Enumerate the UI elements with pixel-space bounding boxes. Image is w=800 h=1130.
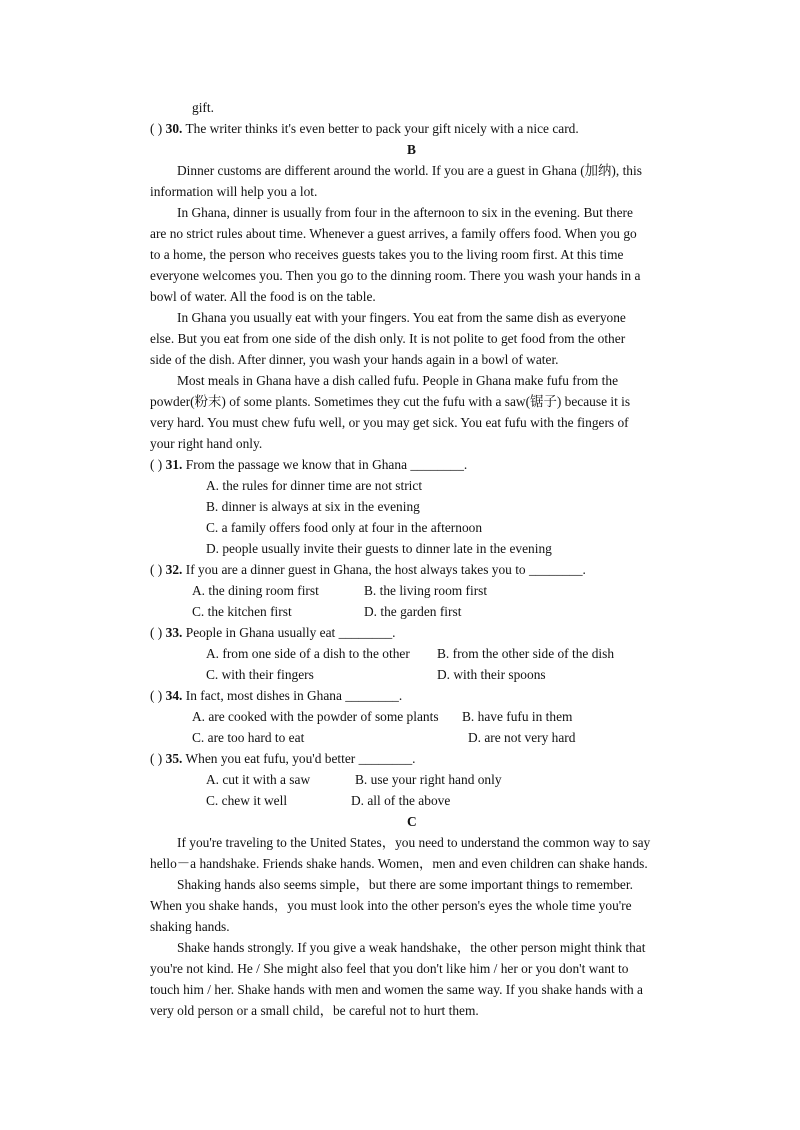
option-c[interactable]: C. a family offers food only at four in the afternoon xyxy=(206,520,483,535)
answer-blank[interactable]: ( ) xyxy=(150,457,163,472)
section-b-heading: B xyxy=(407,142,416,157)
answer-blank[interactable]: ( ) xyxy=(150,121,163,136)
option-b[interactable]: B. use your right hand only xyxy=(355,772,502,787)
passage-line: are no strict rules about time. Whenever a guest arrives, a family offers food. When you go xyxy=(150,226,637,241)
option-a[interactable]: A. the rules for dinner time are not strict xyxy=(206,478,423,493)
question-number: 33. xyxy=(165,625,183,640)
passage-line: you're not kind. He / She might also feel that you don't like him / her or you don't want to xyxy=(150,961,629,976)
passage-line: information will help you a lot. xyxy=(150,184,318,199)
option-b[interactable]: B. dinner is always at six in the evening xyxy=(206,499,420,514)
passage-line: hello－a handshake. Friends shake hands. Women，men and even children can shake hands. xyxy=(150,856,648,871)
question-33 xyxy=(150,622,396,643)
question-number: 35. xyxy=(165,751,183,766)
question-number: 32. xyxy=(165,562,183,577)
option-c[interactable]: C. with their fingers xyxy=(206,667,314,682)
option-c[interactable]: C. the kitchen first xyxy=(192,604,292,619)
question-32 xyxy=(150,559,586,580)
passage-line: In Ghana, dinner is usually from four in the afternoon to six in the evening. But there xyxy=(177,205,633,220)
passage-line: very hard. You must chew fufu well, or you may get sick. You eat fufu with the fingers of xyxy=(150,415,629,430)
question-text: If you are a dinner guest in Ghana, the host always takes you to ________. xyxy=(185,562,586,577)
passage-line: Shake hands strongly. If you give a weak handshake，the other person might think that xyxy=(177,940,646,955)
answer-blank[interactable]: ( ) xyxy=(150,625,163,640)
passage-line: touch him / her. Shake hands with men and women the same way. If you shake hands with a xyxy=(150,982,643,997)
option-b[interactable]: B. have fufu in them xyxy=(462,709,573,724)
question-number: 30. xyxy=(165,121,183,136)
passage-line: bowl of water. All the food is on the table. xyxy=(150,289,376,304)
passage-line: If you're traveling to the United States，you need to understand the common way to say xyxy=(177,835,651,850)
section-c-heading: C xyxy=(407,814,417,829)
option-a[interactable]: A. are cooked with the powder of some plants xyxy=(192,709,439,724)
option-a[interactable]: A. cut it with a saw xyxy=(206,772,311,787)
option-d[interactable]: D. people usually invite their guests to dinner late in the evening xyxy=(206,541,552,556)
option-d[interactable]: D. all of the above xyxy=(351,793,451,808)
question-number: 34. xyxy=(165,688,183,703)
passage-line: Shaking hands also seems simple，but there are some important things to remember. xyxy=(177,877,633,892)
option-a[interactable]: A. from one side of a dish to the other xyxy=(206,646,410,661)
option-d[interactable]: D. with their spoons xyxy=(437,667,546,682)
option-c[interactable]: C. chew it well xyxy=(206,793,288,808)
option-a[interactable]: A. the dining room first xyxy=(192,583,319,598)
passage-line: very old person or a small child，be careful not to hurt them. xyxy=(150,1003,479,1018)
question-text: People in Ghana usually eat ________. xyxy=(185,625,396,640)
answer-blank[interactable]: ( ) xyxy=(150,562,163,577)
question-34 xyxy=(150,685,402,706)
option-d[interactable]: D. the garden first xyxy=(364,604,462,619)
question-text: In fact, most dishes in Ghana ________. xyxy=(185,688,403,703)
passage-line: In Ghana you usually eat with your fingers. You eat from the same dish as everyone xyxy=(177,310,626,325)
passage-line: your right hand only. xyxy=(150,436,263,451)
question-text: The writer thinks it's even better to pack your gift nicely with a nice card. xyxy=(185,121,579,136)
question-31 xyxy=(150,454,467,475)
passage-line: Dinner customs are different around the world. If you are a guest in Ghana (加纳), this xyxy=(177,163,642,178)
question-number: 31. xyxy=(165,457,183,472)
passage-line: powder(粉末) of some plants. Sometimes they cut the fufu with a saw(锯子) because it is xyxy=(150,394,631,409)
option-b[interactable]: B. from the other side of the dish xyxy=(437,646,615,661)
question-35 xyxy=(150,748,416,769)
question-30 xyxy=(150,118,579,139)
option-c[interactable]: C. are too hard to eat xyxy=(192,730,305,745)
answer-blank[interactable]: ( ) xyxy=(150,751,163,766)
passage-line: shaking hands. xyxy=(150,919,230,934)
passage-line: Most meals in Ghana have a dish called fufu. People in Ghana make fufu from the xyxy=(177,373,619,388)
question-text: When you eat fufu, you'd better ________. xyxy=(185,751,416,766)
passage-line: else. But you eat from one side of the dish only. It is not polite to get food from the other xyxy=(150,331,626,346)
passage-line: When you shake hands，you must look into the other person's eyes the whole time you're xyxy=(150,898,632,913)
answer-blank[interactable]: ( ) xyxy=(150,688,163,703)
passage-line: everyone welcomes you. Then you go to the dinning room. There you wash your hands in a xyxy=(150,268,641,283)
question-text: From the passage we know that in Ghana ________. xyxy=(185,457,468,472)
passage-line: side of the dish. After dinner, you wash your hands again in a bowl of water. xyxy=(150,352,559,367)
previous-question-tail: gift. xyxy=(192,100,214,115)
option-b[interactable]: B. the living room first xyxy=(364,583,488,598)
option-d[interactable]: D. are not very hard xyxy=(468,730,576,745)
passage-line: to a home, the person who receives guests takes you to the living room first. At this time xyxy=(150,247,624,262)
